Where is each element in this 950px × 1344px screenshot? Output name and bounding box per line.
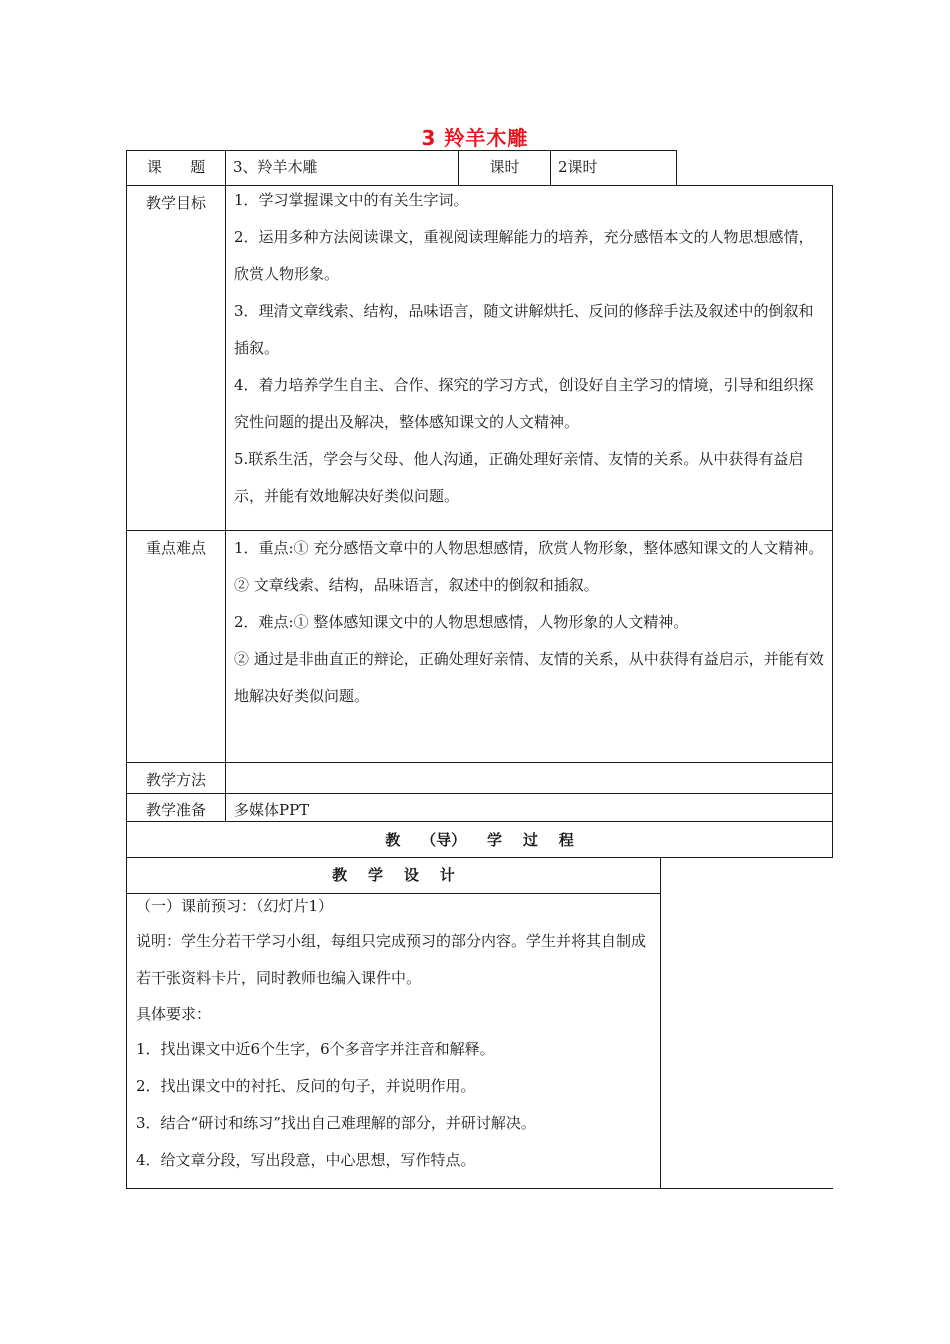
design-content xyxy=(127,890,660,1188)
objective-item: 4．着力培养学生自主、合作、探究的学习方式，创设好自主学习的情境，引导和组织探究性问题的提出及解决，整体感知课文的人文精神。 xyxy=(234,376,814,431)
keypoint-item: ② 文章线索、结构，品味语言，叙述中的倒叙和插叙。 xyxy=(234,576,599,594)
design-header: 教 学 设 计 xyxy=(332,866,455,884)
page-title: 3 羚羊木雕 xyxy=(421,126,529,150)
preparation-value: 多媒体PPT xyxy=(234,801,310,819)
topic-value: 3、羚羊木雕 xyxy=(233,158,318,176)
design-item: 1．找出课文中近6个生字，6个多音字并注音和解释。 xyxy=(136,1040,495,1058)
keypoints-label: 重点难点 xyxy=(145,539,206,557)
keypoint-item: 2．难点:① 整体感知课文中的人物思想感情，人物形象的人文精神。 xyxy=(234,613,689,631)
preparation-label: 教学准备 xyxy=(145,801,206,819)
objective-item: 5.联系生活，学会与父母、他人沟通，正确处理好亲情、友情的关系。从中获得有益启示，并能有效地解决好类似问题。 xyxy=(234,450,804,505)
objectives-label: 教学目标 xyxy=(145,194,206,212)
design-item: 2．找出课文中的衬托、反问的句子，并说明作用。 xyxy=(136,1077,476,1095)
keypoint-item: 1．重点:① 充分感悟文章中的人物思想感情，欣赏人物形象，整体感知课文的人文精神。 xyxy=(234,539,824,557)
method-label: 教学方法 xyxy=(145,771,206,789)
design-item: 说明：学生分若干学习小组，每组只完成预习的部分内容。学生并将其自制成若干张资料卡片，同时教师也编入课件中。 xyxy=(136,932,647,987)
objectives-content xyxy=(226,182,832,530)
design-item: （一）课前预习：（幻灯片1） xyxy=(136,897,334,915)
objective-item: 3．理清文章线索、结构，品味语言，随文讲解烘托、反问的修辞手法及叙述中的倒叙和插叙。 xyxy=(234,302,814,357)
objective-item: 2．运用多种方法阅读课文，重视阅读理解能力的培养，充分感悟本文的人物思想感情，欣赏人物形象。 xyxy=(234,228,814,283)
keypoints-content xyxy=(226,530,832,762)
design-item: 具体要求： xyxy=(136,1005,212,1023)
design-item: 4．给文章分段，写出段意，中心思想，写作特点。 xyxy=(136,1151,476,1169)
design-item: 3．结合“研讨和练习”找出自己难理解的部分，并研讨解决。 xyxy=(136,1114,536,1132)
keypoint-item: ② 通过是非曲直正的辩论，正确处理好亲情、友情的关系，从中获得有益启示，并能有效地解决好类似问题。 xyxy=(234,650,824,705)
process-header: 教 （导） 学 过 程 xyxy=(385,831,574,849)
hours-value: 2课时 xyxy=(558,158,598,176)
hours-label: 课时 xyxy=(489,158,520,176)
topic-label: 课 题 xyxy=(146,158,206,176)
objective-item: 1．学习掌握课文中的有关生字词。 xyxy=(234,191,469,209)
